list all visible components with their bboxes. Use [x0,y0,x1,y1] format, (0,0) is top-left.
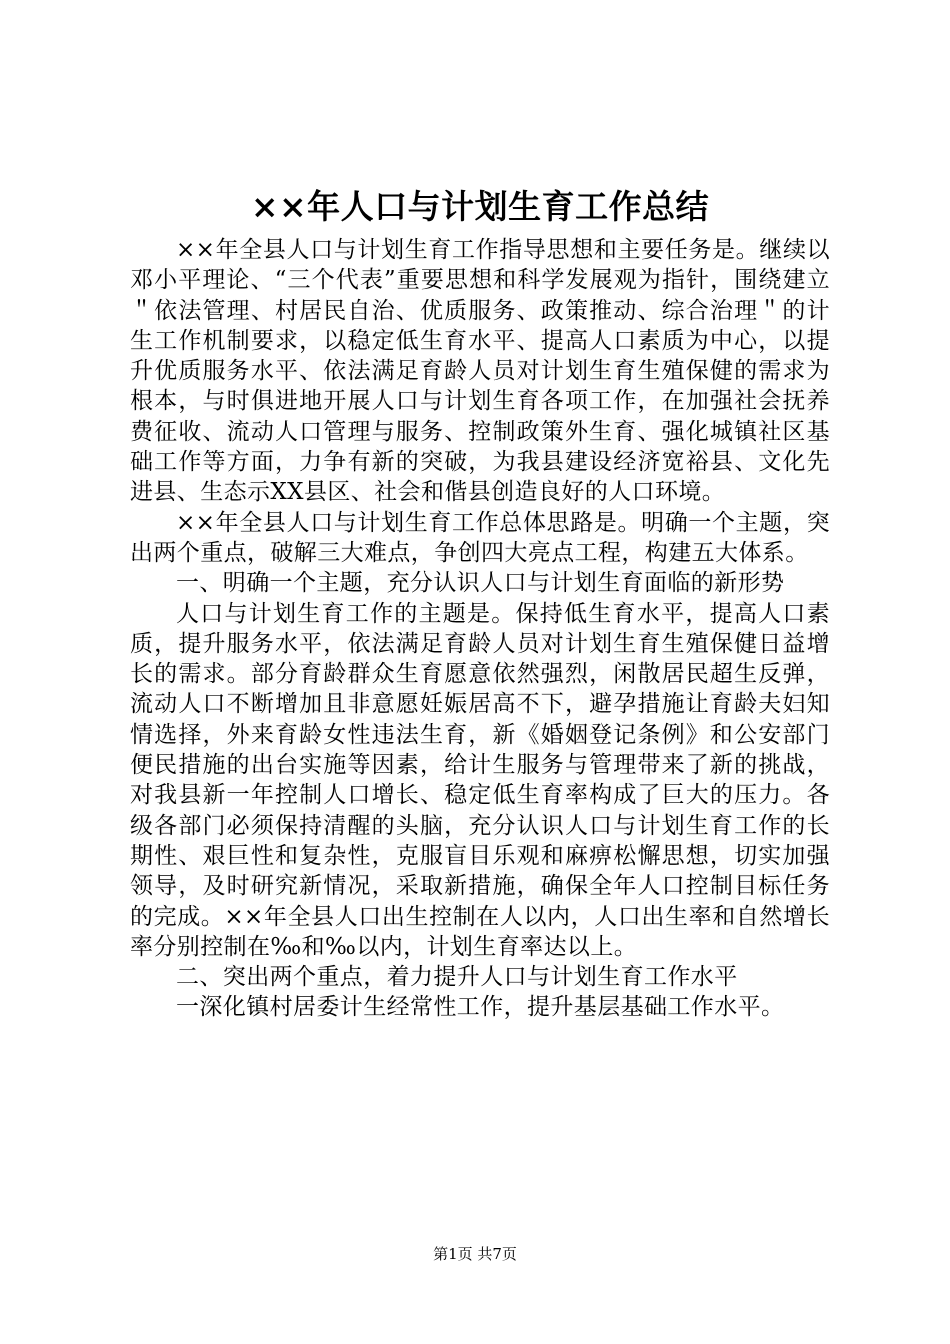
section-heading-one: 一、明确一个主题，充分认识人口与计划生育面临的新形势 [176,570,785,597]
document-title: ××年人口与计划生育工作总结 [250,187,710,226]
paragraph-guiding-ideology: ××年全县人口与计划生育工作指导思想和主要任务是。继续以邓小平理论、“三个代表”重要思想和科学发展观为指针，围绕建立＂依法管理、村居民自治、优质服务、政策推动、综合治理＂的计生工作机制要求，以稳定低生育水平、提高人口素质为中心，以提升优质服务水平、依法满足育龄人员对计划生育生殖保健的需求为根本，与时俱进地开展人口与计划生育各项工作，在加强社会抚养费征收、流动人口管理与服务、控制政策外生育、强化城镇社区基础工作等方面，力争有新的突破，为我县建设经济宽裕县、文化先进县、生态示XX县区、社会和偕县创造良好的人口环境。 [130,237,830,506]
paragraph-theme: 人口与计划生育工作的主题是。保持低生育水平，提高人口素质，提升服务水平，依法满足育龄人员对计划生育生殖保健日益增长的需求。部分育龄群众生育愿意依然强烈，闲散居民超生反弹，流动人口不断增加且非意愿妊娠居高不下，避孕措施让育龄夫妇知情选择，外来育龄女性违法生育，新《婚姻登记条例》和公安部门便民措施的出台实施等因素，给计生服务与管理带来了新的挑战，对我县新一年控制人口增长、稳定低生育率构成了巨大的压力。各级各部门必须保持清醒的头脑，充分认识人口与计划生育工作的长期性、艰巨性和复杂性，克服盲目乐观和麻痹松懈思想，切实加强领导，及时研究新情况，采取新措施，确保全年人口控制目标任务的完成。××年全县人口出生控制在人以内，人口出生率和自然增长率分别控制在‰和‰以内，计划生育率达以上。 [130,600,830,960]
section-heading-two: 二、突出两个重点，着力提升人口与计划生育工作水平 [176,964,738,991]
document-page [130,185,830,1023]
paragraph-overall-approach: ××年全县人口与计划生育工作总体思路是。明确一个主题，突出两个重点，破解三大难点，争创四大亮点工程，构建五大体系。 [130,509,830,566]
page-number-footer: 第1页 共7页 [433,1245,517,1263]
paragraph-subsection-one: 一深化镇村居委计生经常性工作，提升基层基础工作水平。 [176,994,785,1021]
